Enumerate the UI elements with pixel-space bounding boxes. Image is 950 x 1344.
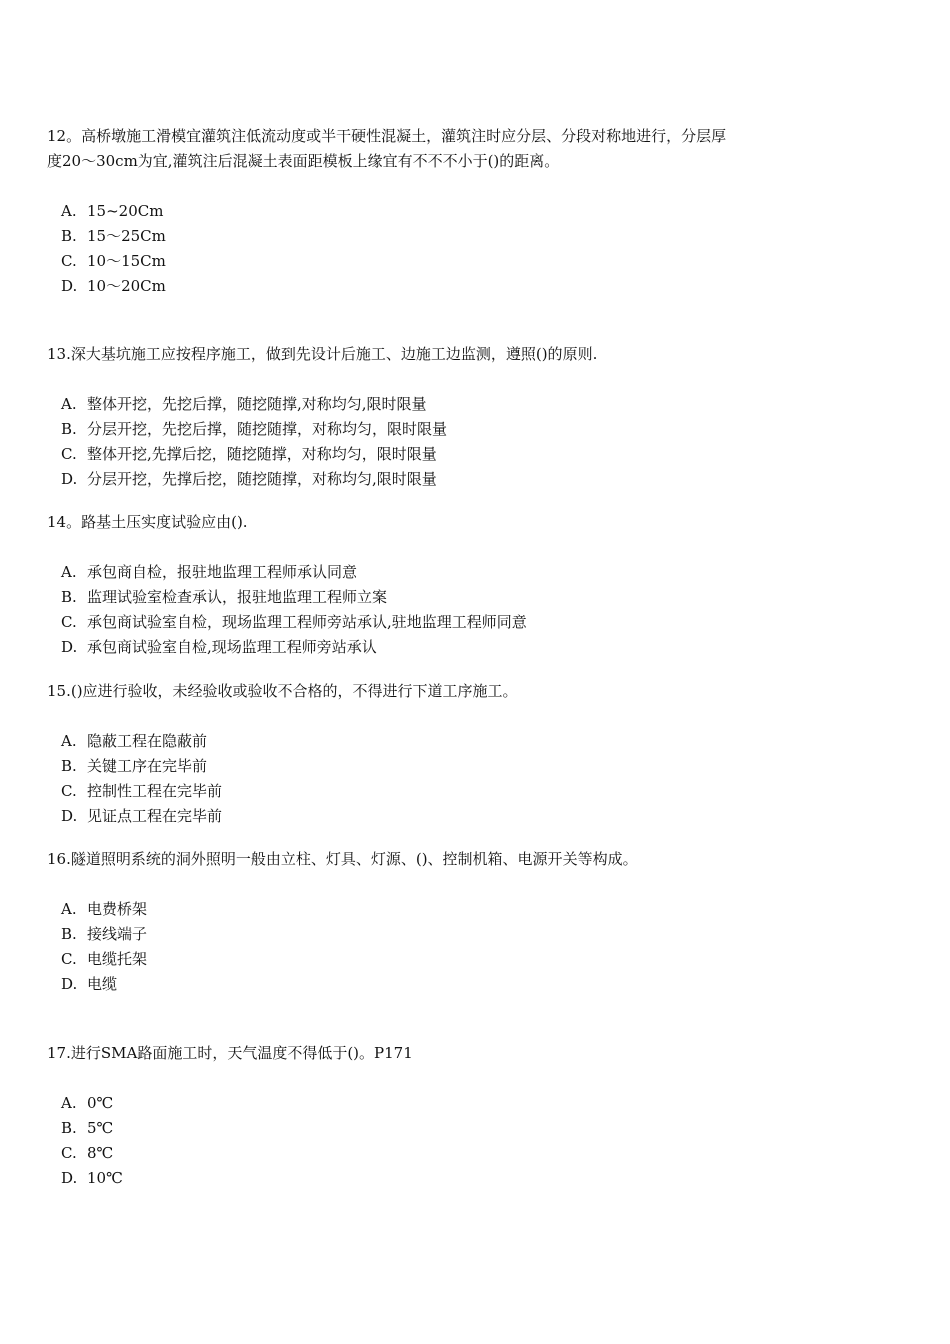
- option-text: 整体开挖,先撑后挖，随挖随撑，对称均匀，限时限量: [87, 445, 437, 463]
- option-list: [47, 729, 727, 829]
- option-b: [61, 585, 727, 610]
- option-letter: D.: [61, 638, 78, 656]
- option-letter: A.: [61, 1094, 77, 1112]
- option-letter: C.: [61, 445, 77, 463]
- question-15: [47, 679, 727, 829]
- option-d: [61, 274, 727, 299]
- option-c: [61, 1141, 727, 1166]
- option-list: [47, 392, 727, 492]
- option-text: 8℃: [87, 1144, 114, 1162]
- option-letter: C.: [61, 1144, 77, 1162]
- option-text: 0℃: [87, 1094, 114, 1112]
- option-letter: D.: [61, 277, 78, 295]
- option-b: [61, 922, 727, 947]
- option-a: [61, 199, 727, 224]
- option-letter: A.: [61, 202, 77, 220]
- option-text: 承包商试验室自检，现场监理工程师旁站承认,驻地监理工程师同意: [87, 613, 527, 631]
- option-text: 承包商自检，报驻地监理工程师承认同意: [87, 563, 358, 581]
- option-text: 10～20Cm: [87, 277, 166, 295]
- option-c: [61, 779, 727, 804]
- option-c: [61, 610, 727, 635]
- question-12: [47, 124, 727, 299]
- option-letter: C.: [61, 252, 77, 270]
- option-text: 监理试验室检查承认，报驻地监理工程师立案: [87, 588, 388, 606]
- option-c: [61, 442, 727, 467]
- question-stem: 16.隧道照明系统的洞外照明一般由立柱、灯具、灯源、()、控制机箱、电源开关等构成。: [47, 850, 638, 868]
- option-letter: B.: [61, 757, 77, 775]
- option-text: 10～15Cm: [87, 252, 166, 270]
- option-d: [61, 635, 727, 660]
- option-text: 见证点工程在完毕前: [87, 807, 223, 825]
- option-d: [61, 1166, 727, 1191]
- option-text: 电费桥架: [87, 900, 148, 918]
- option-letter: D.: [61, 807, 78, 825]
- option-a: [61, 1091, 727, 1116]
- question-stem: 17.进行SMA路面施工时，天气温度不得低于()。P171: [47, 1044, 413, 1062]
- option-text: 控制性工程在完毕前: [87, 782, 223, 800]
- option-list: [47, 560, 727, 660]
- option-text: 接线端子: [87, 925, 148, 943]
- option-text: 5℃: [87, 1119, 114, 1137]
- option-text: 电缆托架: [87, 950, 148, 968]
- option-letter: B.: [61, 1119, 77, 1137]
- option-d: [61, 467, 727, 492]
- option-d: [61, 972, 727, 997]
- option-letter: B.: [61, 925, 77, 943]
- option-text: 电缆: [87, 975, 118, 993]
- option-letter: D.: [61, 1169, 78, 1187]
- option-b: [61, 417, 727, 442]
- question-16: [47, 847, 727, 997]
- option-letter: A.: [61, 395, 77, 413]
- option-a: [61, 897, 727, 922]
- question-stem: 13.深大基坑施工应按程序施工，做到先设计后施工、边施工边监测，遵照()的原则.: [47, 345, 598, 363]
- option-a: [61, 392, 727, 417]
- option-letter: B.: [61, 420, 77, 438]
- option-text: 10℃: [87, 1169, 123, 1187]
- option-b: [61, 754, 727, 779]
- option-list: [47, 199, 727, 299]
- option-text: 15～25Cm: [87, 227, 166, 245]
- option-b: [61, 224, 727, 249]
- option-letter: A.: [61, 900, 77, 918]
- question-stem: 12。高桥墩施工滑模宜灌筑注低流动度或半干硬性混凝土，灌筑注时应分层、分段对称地进行，分层厚度20～30cm为宜,灌筑注后混凝土表面距模板上缘宜有不不不小于()的距离。: [47, 127, 727, 170]
- option-list: [47, 897, 727, 997]
- question-stem: 15.()应进行验收，未经验收或验收不合格的，不得进行下道工序施工。: [47, 682, 518, 700]
- option-text: 分层开挖，先挖后撑，随挖随撑，对称均匀，限时限量: [87, 420, 448, 438]
- option-letter: B.: [61, 588, 77, 606]
- option-letter: B.: [61, 227, 77, 245]
- option-a: [61, 560, 727, 585]
- question-17: [47, 1041, 727, 1191]
- option-letter: C.: [61, 613, 77, 631]
- option-a: [61, 729, 727, 754]
- option-letter: C.: [61, 950, 77, 968]
- option-letter: C.: [61, 782, 77, 800]
- question-13: [47, 342, 727, 492]
- option-letter: D.: [61, 470, 78, 488]
- option-text: 隐蔽工程在隐蔽前: [87, 732, 208, 750]
- question-stem: 14。路基土压实度试验应由().: [47, 513, 248, 531]
- option-b: [61, 1116, 727, 1141]
- option-list: [47, 1091, 727, 1191]
- option-d: [61, 804, 727, 829]
- option-text: 承包商试验室自检,现场监理工程师旁站承认: [87, 638, 377, 656]
- option-letter: A.: [61, 563, 77, 581]
- option-text: 15~20Cm: [87, 202, 164, 220]
- option-c: [61, 947, 727, 972]
- question-14: [47, 510, 727, 660]
- option-letter: A.: [61, 732, 77, 750]
- option-text: 整体开挖，先挖后撑，随挖随撑,对称均匀,限时限量: [87, 395, 427, 413]
- option-letter: D.: [61, 975, 78, 993]
- option-text: 关键工序在完毕前: [87, 757, 208, 775]
- option-text: 分层开挖，先撑后挖，随挖随撑，对称均匀,限时限量: [87, 470, 437, 488]
- option-c: [61, 249, 727, 274]
